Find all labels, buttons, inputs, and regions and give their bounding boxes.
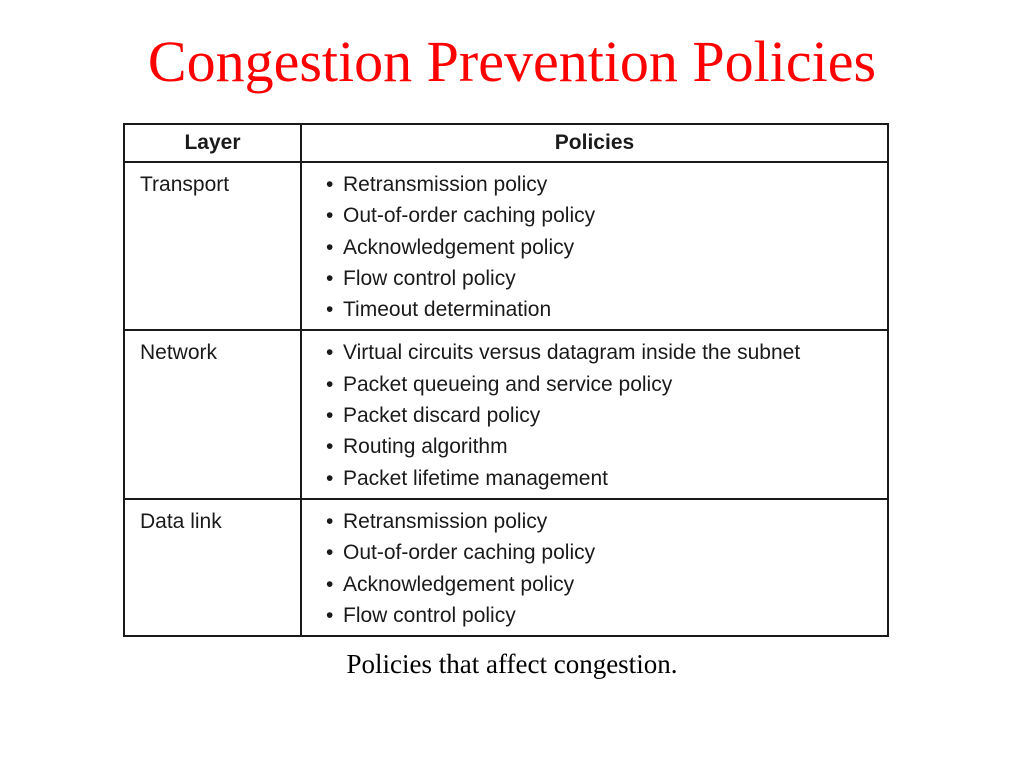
policy-list xyxy=(326,337,887,493)
table-row-transport xyxy=(124,162,888,330)
policy-text: Acknowledgement policy xyxy=(343,572,575,596)
policy-text: Flow control policy xyxy=(343,603,516,627)
policy-text: Retransmission policy xyxy=(343,509,548,533)
bullet-icon: • xyxy=(326,572,334,596)
policy-item xyxy=(326,431,887,462)
layer-cell: Network xyxy=(124,330,301,498)
policy-text: Packet lifetime management xyxy=(343,466,608,490)
policy-text: Retransmission policy xyxy=(343,173,548,196)
policy-item xyxy=(326,337,887,368)
column-header-layer: Layer xyxy=(124,124,301,162)
bullet-icon: • xyxy=(326,603,334,627)
policy-text: Out-of-order caching policy xyxy=(343,541,596,565)
table-header-row xyxy=(124,124,888,162)
policy-text: Timeout determination xyxy=(343,298,552,322)
policy-text: Virtual circuits versus datagram inside the subnet xyxy=(343,341,801,365)
bullet-icon: • xyxy=(326,466,334,490)
policy-item xyxy=(326,569,887,600)
bullet-icon: • xyxy=(326,341,334,365)
policy-item xyxy=(326,537,887,568)
policy-item xyxy=(326,294,887,325)
bullet-icon: • xyxy=(326,372,334,396)
policy-item xyxy=(326,600,887,631)
bullet-icon: • xyxy=(326,298,334,322)
policy-list xyxy=(326,169,887,325)
policies-cell xyxy=(301,330,888,498)
column-header-policies: Policies xyxy=(301,124,888,162)
policy-item xyxy=(326,169,887,200)
table-row-network xyxy=(124,330,888,498)
policy-item xyxy=(326,463,887,494)
policy-text: Packet queueing and service policy xyxy=(343,372,673,396)
table-caption: Policies that affect congestion. xyxy=(346,649,678,679)
bullet-icon: • xyxy=(326,235,334,259)
policy-item xyxy=(326,506,887,537)
policy-item xyxy=(326,232,887,263)
bullet-icon: • xyxy=(326,541,334,565)
policy-list xyxy=(326,506,887,631)
bullet-icon: • xyxy=(326,204,334,228)
table-row-data-link xyxy=(124,499,888,636)
layer-cell: Transport xyxy=(124,162,301,330)
bullet-icon: • xyxy=(326,509,334,533)
policy-text: Flow control policy xyxy=(343,266,516,290)
bullet-icon: • xyxy=(326,173,334,196)
policy-item xyxy=(326,369,887,400)
bullet-icon: • xyxy=(326,404,334,428)
layer-cell: Data link xyxy=(124,499,301,636)
policy-text: Acknowledgement policy xyxy=(343,235,575,259)
slide-title: Congestion Prevention Policies xyxy=(147,29,877,94)
bullet-icon: • xyxy=(326,435,334,459)
policy-table xyxy=(123,123,889,637)
bullet-icon: • xyxy=(326,266,334,290)
policies-cell xyxy=(301,162,888,330)
policy-item xyxy=(326,263,887,294)
policy-item xyxy=(326,200,887,231)
policy-text: Routing algorithm xyxy=(343,435,508,459)
policy-text: Packet discard policy xyxy=(343,404,541,428)
policies-cell xyxy=(301,499,888,636)
policy-item xyxy=(326,400,887,431)
policy-text: Out-of-order caching policy xyxy=(343,204,596,228)
